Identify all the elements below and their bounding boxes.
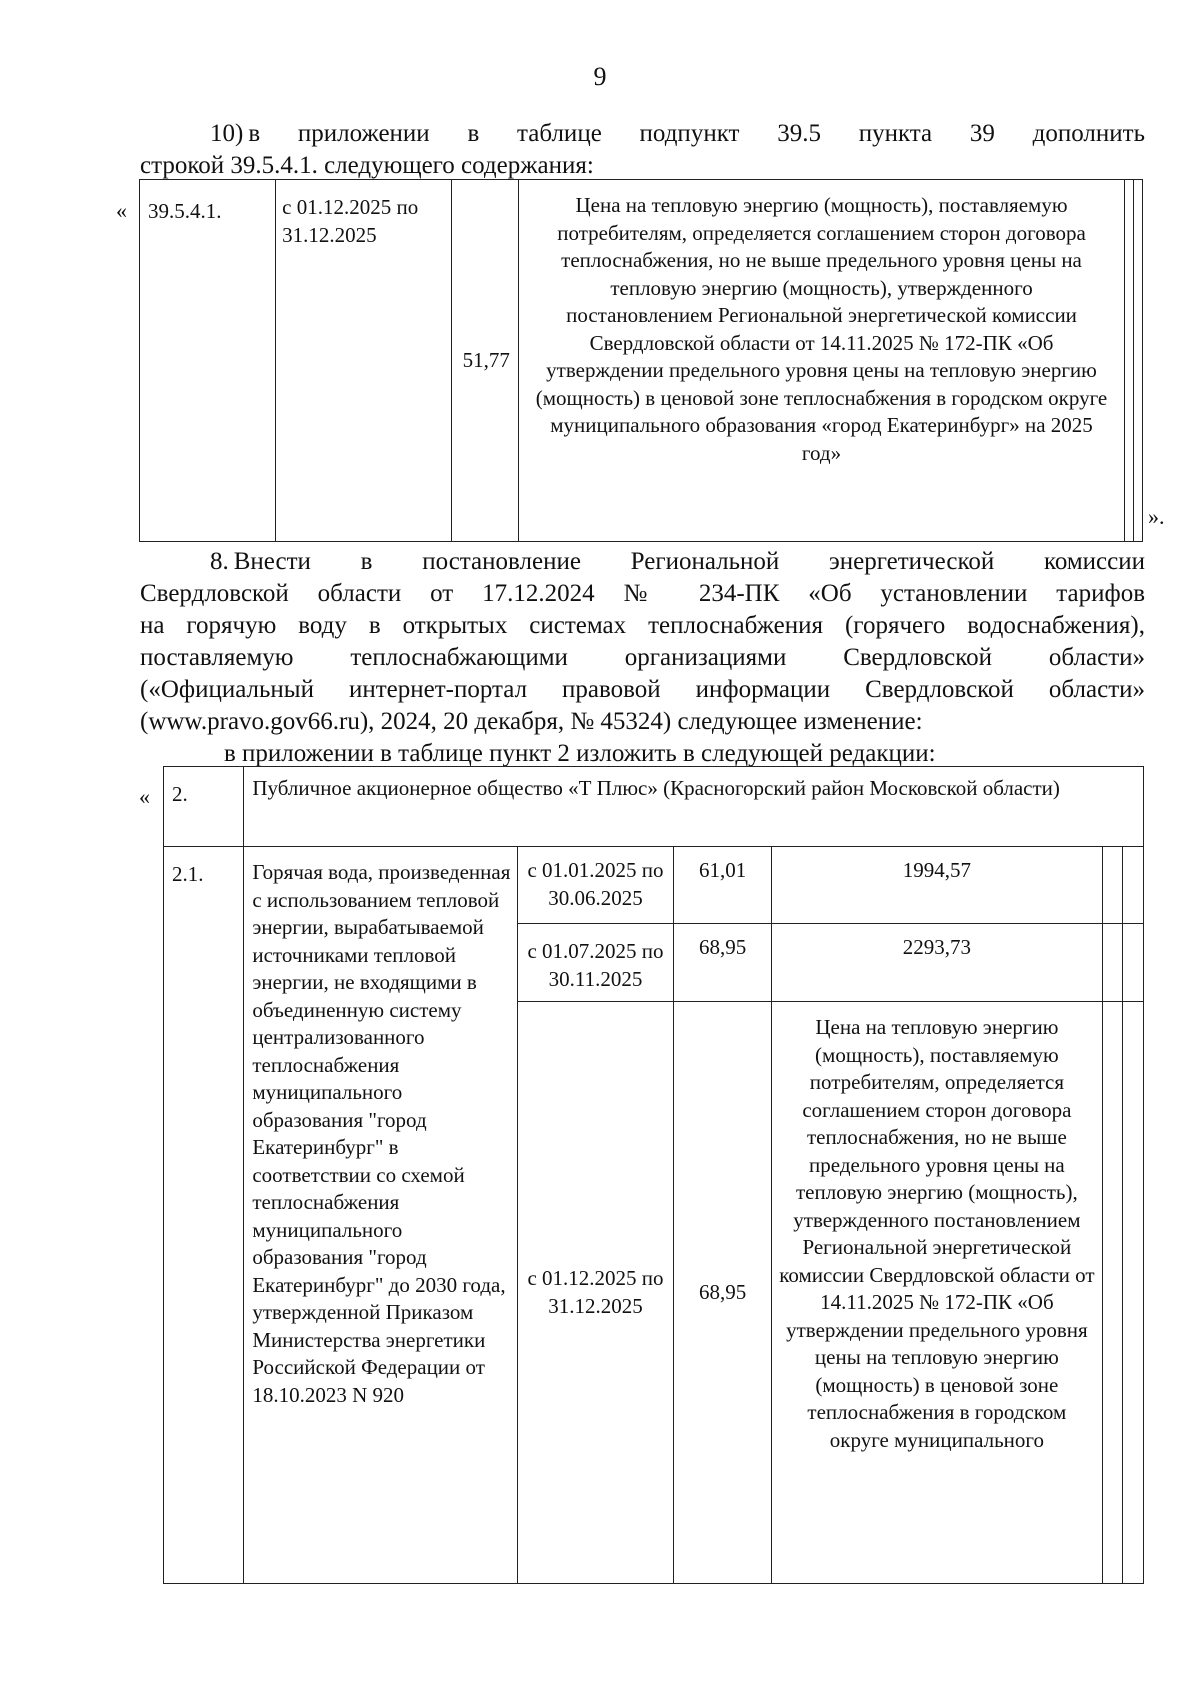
table2-value-3: 68,95 [673, 1002, 771, 1584]
table2-price-2: 2293,73 [772, 924, 1102, 1002]
item8-line6: (www.pravo.gov66.ru), 2024, 20 декабря, № 45324) следующее изменение: [140, 708, 923, 735]
table2-row-desc: Горячая вода, произведенная с использованием тепловой энергии, вырабатываемой источниками тепловой энергии, не входящими в объединенную систему централизованного теплоснабжения муниципального образования "город Екатеринбург" в соответствии со схемой теплоснабжения муниципального образования "город Екатеринбург" до 2030 года, утвержденной Приказом Министерства энергетики Российской Федерации от 18.10.2023 N 920 [244, 847, 518, 1584]
table1-open-quote: « [116, 198, 127, 223]
item8-line5: («Официальный интернет-портал правовой информации Свердловской области» [140, 676, 1145, 703]
item10-line2: строкой 39.5.4.1. следующего содержания: [140, 152, 594, 179]
table1-empty-col1 [1125, 180, 1134, 542]
table2-period-1: с 01.01.2025 по 30.06.2025 [517, 847, 673, 924]
table2-empty-col2 [1123, 924, 1144, 1002]
table2-empty-col1 [1102, 924, 1123, 1002]
table2-price-3: Цена на тепловую энергию (мощность), поставляемую потребителям, определяется соглашением сторон договора теплоснабжения, но не выше предельного уровня цены на тепловую энергию (мощность), утвержденного постановлением Региональной энергетической комиссии Свердловской области от 14.11.2025 № 172-ПК «Об утверждении предельного уровня цены на тепловую энергию (мощность) в ценовой зоне теплоснабжения в городском округе муниципального [772, 1002, 1102, 1584]
table2-empty-col2 [1123, 847, 1144, 924]
table1-code: 39.5.4.1. [140, 180, 276, 542]
item8-line2: Свердловской области от 17.12.2024 № 234-ПК «Об установлении тарифов [140, 580, 1145, 607]
item8-line4: поставляемую теплоснабжающими организациями Свердловской области» [140, 644, 1145, 671]
table2-row-num: 2.1. [164, 847, 244, 1584]
table1-value: 51,77 [451, 180, 518, 542]
table2-value-1: 61,01 [673, 847, 771, 924]
table1 [139, 179, 1143, 542]
table2-period-3: с 01.12.2025 по 31.12.2025 [517, 1002, 673, 1584]
table2-price-1: 1994,57 [772, 847, 1102, 924]
item10-line1: 10) в приложении в таблице подпункт 39.5 пункта 39 дополнить [210, 120, 1145, 147]
table2 [163, 766, 1144, 1584]
item8-line1: 8. Внести в постановление Региональной энергетической комиссии [210, 548, 1145, 575]
table1-close-quote: ». [1148, 504, 1165, 529]
page-number: 9 [593, 62, 607, 91]
table2-header-text: Публичное акционерное общество «Т Плюс» (Красногорский район Московской области) [244, 767, 1144, 847]
table2-header-num: 2. [164, 767, 244, 847]
table2-value-2: 68,95 [673, 924, 771, 1002]
item8-line3: на горячую воду в открытых системах теплоснабжения (горячего водоснабжения), [140, 612, 1145, 639]
table1-empty-col2 [1134, 180, 1143, 542]
table2-empty-col2 [1123, 1002, 1144, 1584]
item8-subline: в приложении в таблице пункт 2 изложить в следующей редакции: [224, 740, 936, 767]
table2-empty-col1 [1102, 847, 1123, 924]
table2-open-quote: « [139, 784, 150, 809]
table2-period-2: с 01.07.2025 по 30.11.2025 [517, 924, 673, 1002]
table1-description: Цена на тепловую энергию (мощность), поставляемую потребителям, определяется соглашением сторон договора теплоснабжения, но не выше предельного уровня цены на тепловую энергию (мощность), утвержденного постановлением Региональной энергетической комиссии Свердловской области от 14.11.2025 № 172-ПК «Об утверждении предельного уровня цены на тепловую энергию (мощность) в ценовой зоне теплоснабжения в городском округе муниципального образования «город Екатеринбург» на 2025 год» [518, 180, 1124, 542]
table2-empty-col1 [1102, 1002, 1123, 1584]
table1-period: с 01.12.2025 по 31.12.2025 [276, 180, 452, 542]
